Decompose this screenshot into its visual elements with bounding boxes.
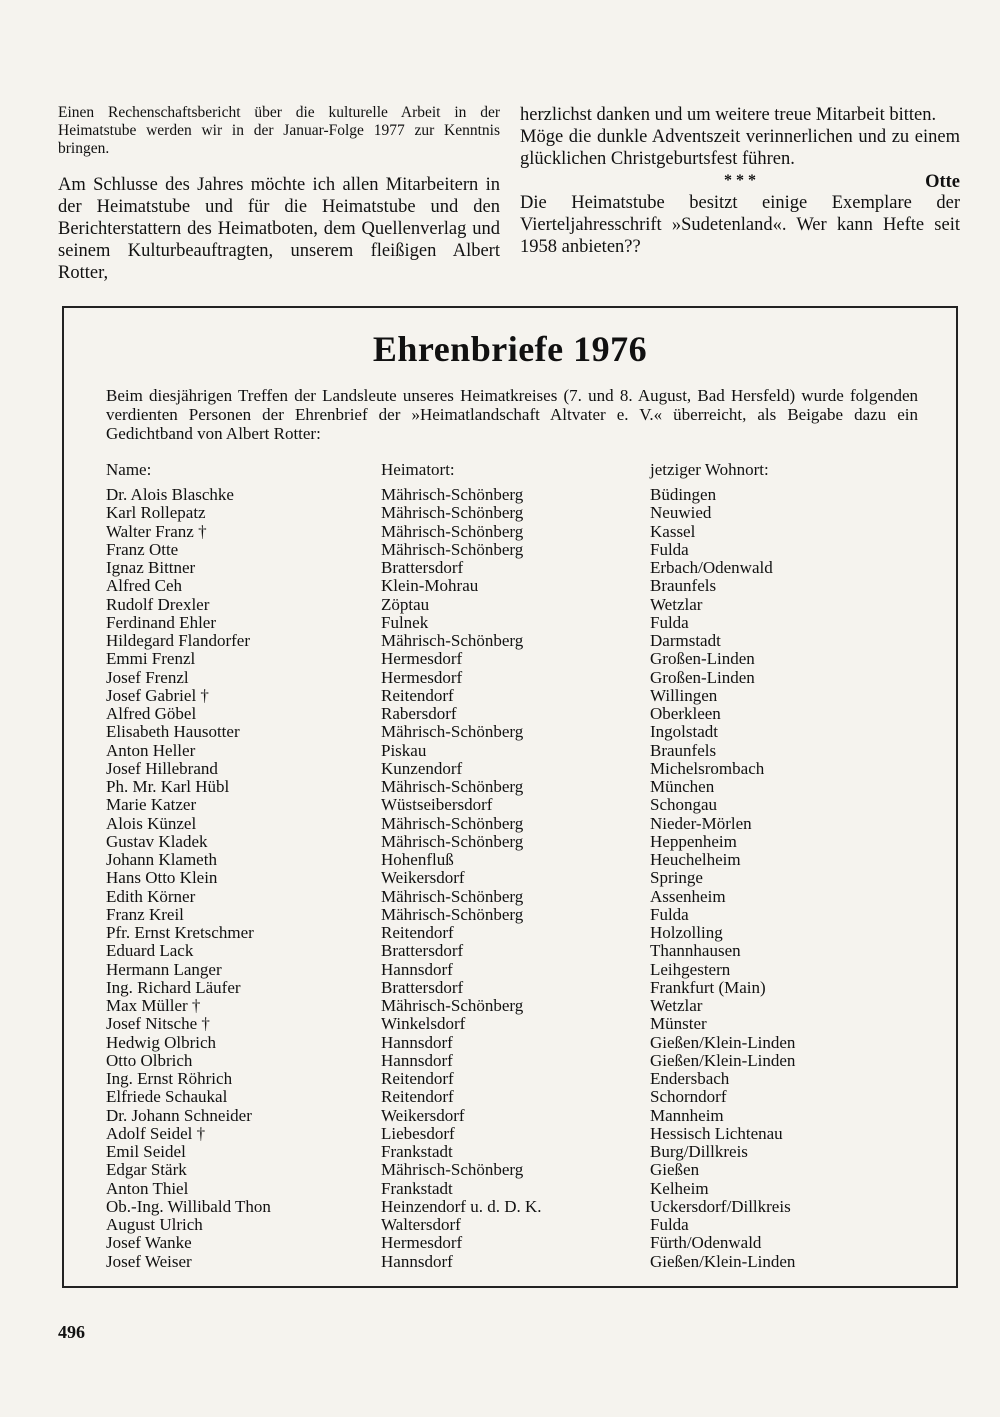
cell-name: Emmi Frenzl	[106, 649, 196, 669]
table-row	[106, 541, 926, 559]
cell-origin: Weikersdorf	[381, 868, 465, 888]
table-row	[106, 997, 926, 1015]
cell-origin: Hannsdorf	[381, 1032, 453, 1052]
honoree-table	[106, 458, 926, 1271]
table-row	[106, 851, 926, 869]
cell-name: Hans Otto Klein	[106, 868, 218, 888]
cell-origin: Waltersdorf	[381, 1215, 461, 1234]
cell-name: Ph. Mr. Karl Hübl	[106, 777, 230, 796]
cell-name: Josef Weiser	[106, 1251, 192, 1271]
cell-residence: Springe	[650, 868, 703, 888]
cell-residence: Burg/Dillkreis	[650, 1142, 748, 1161]
table-body	[106, 486, 926, 1271]
table-row	[106, 504, 926, 522]
cell-name: Hermann Langer	[106, 959, 222, 979]
cell-residence: Assenheim	[650, 886, 726, 906]
cell-name: Alfred Ceh	[106, 576, 183, 596]
cell-origin: Reitendorf	[381, 1087, 454, 1107]
left-column	[58, 104, 500, 284]
cell-origin: Weikersdorf	[381, 1105, 465, 1125]
cell-residence: Gießen/Klein-Linden	[650, 1050, 796, 1070]
cell-origin: Zöptau	[381, 594, 430, 614]
cell-name: Josef Hillebrand	[106, 758, 218, 778]
cell-name: Elisabeth Hausotter	[106, 722, 240, 742]
cell-residence: Michelsrombach	[650, 758, 765, 778]
cell-origin: Piskau	[381, 740, 427, 760]
cell-name: Adolf Seidel †	[106, 1123, 206, 1143]
cell-origin: Brattersdorf	[381, 977, 464, 997]
table-row	[106, 486, 926, 504]
table-row	[106, 1088, 926, 1106]
cell-origin: Mährisch-Schönberg	[381, 777, 524, 796]
cell-origin: Frankstadt	[381, 1178, 453, 1198]
cell-origin: Mährisch-Schönberg	[381, 631, 524, 650]
table-row	[106, 705, 926, 723]
cell-origin: Mährisch-Schönberg	[381, 996, 524, 1015]
cell-residence: Nieder-Mörlen	[650, 813, 752, 833]
cell-residence: Kelheim	[650, 1178, 709, 1198]
cell-name: Ob.-Ing. Willibald Thon	[106, 1196, 271, 1216]
cell-name: Ing. Richard Läufer	[106, 977, 241, 997]
table-row	[106, 1161, 926, 1179]
table-row	[106, 796, 926, 814]
cell-origin: Mährisch-Schönberg	[381, 503, 524, 523]
table-row	[106, 1198, 926, 1216]
cell-residence: Kassel	[650, 521, 696, 541]
cell-residence: Leihgestern	[650, 959, 731, 979]
table-row	[106, 614, 926, 632]
cell-name: Elfriede Schaukal	[106, 1087, 228, 1107]
cell-origin: Mährisch-Schönberg	[381, 521, 524, 541]
cell-residence: Gießen/Klein-Linden	[650, 1251, 796, 1271]
cell-origin: Heinzendorf u. d. D. K.	[381, 1196, 542, 1216]
cell-origin: Mährisch-Schönberg	[381, 485, 524, 504]
cell-residence: Fulda	[650, 612, 689, 632]
table-row	[106, 742, 926, 760]
table-row	[106, 687, 926, 705]
cell-origin: Hannsdorf	[381, 1050, 453, 1070]
table-row	[106, 1034, 926, 1052]
table-row	[106, 1180, 926, 1198]
signature: Otte	[925, 172, 960, 192]
cell-name: Franz Otte	[106, 539, 179, 559]
cell-residence: Frankfurt (Main)	[650, 977, 766, 997]
cell-residence: Büdingen	[650, 485, 717, 504]
cell-origin: Hermesdorf	[381, 1233, 463, 1253]
signature-row	[520, 172, 960, 192]
table-row	[106, 559, 926, 577]
cell-origin: Reitendorf	[381, 1069, 454, 1088]
cell-residence: Neuwied	[650, 503, 712, 523]
cell-name: Josef Wanke	[106, 1233, 192, 1253]
cell-residence: Hessisch Lichtenau	[650, 1123, 783, 1143]
cell-origin: Hannsdorf	[381, 959, 453, 979]
cell-residence: Heuchelheim	[650, 850, 741, 869]
header-origin: Heimatort:	[381, 460, 455, 479]
cell-name: Karl Rollepatz	[106, 503, 206, 523]
cell-residence: Fulda	[650, 539, 689, 559]
cell-name: Rudolf Drexler	[106, 594, 210, 614]
table-row	[106, 1253, 926, 1271]
cell-residence: Großen-Linden	[650, 649, 755, 669]
table-row	[106, 760, 926, 778]
cell-residence: Wetzlar	[650, 594, 703, 614]
cell-residence: Erbach/Odenwald	[650, 558, 773, 577]
cell-origin: Hermesdorf	[381, 667, 463, 687]
header-residence: jetziger Wohnort:	[650, 460, 769, 479]
right-paragraph-1: herzlichst danken und um weitere treue Mitarbeit bitten.	[520, 105, 937, 125]
left-paragraph-2: Am Schlusse des Jahres möchte ich allen Mitarbeitern in der Heimatstube und für die Heimatstube und den Berichterstattern des Heimatboten, dem Quellenverlag und seinem Kulturbeauftragten, unserem fleißigen Albert Rotter,	[58, 175, 500, 283]
cell-name: Dr. Johann Schneider	[106, 1105, 252, 1125]
cell-origin: Mährisch-Schönberg	[381, 813, 524, 833]
right-paragraph-3: Die Heimatstube besitzt einige Exemplare der Vierteljahresschrift »Sudetenland«. Wer kann Hefte seit 1958 anbieten??	[520, 193, 960, 257]
cell-name: Alfred Göbel	[106, 704, 197, 723]
cell-origin: Wüstseibersdorf	[381, 795, 493, 815]
cell-origin: Mährisch-Schönberg	[381, 539, 524, 559]
cell-name: Ferdinand Ehler	[106, 612, 216, 632]
cell-name: Eduard Lack	[106, 941, 194, 961]
table-row	[106, 577, 926, 595]
table-row	[106, 979, 926, 997]
table-row	[106, 1125, 926, 1143]
table-row	[106, 1107, 926, 1125]
cell-origin: Reitendorf	[381, 685, 454, 705]
table-row	[106, 1070, 926, 1088]
cell-residence: Wetzlar	[650, 996, 703, 1015]
cell-residence: Fürth/Odenwald	[650, 1233, 762, 1253]
table-row	[106, 815, 926, 833]
cell-name: Josef Frenzl	[106, 667, 189, 687]
cell-origin: Fulnek	[381, 612, 429, 632]
table-row	[106, 669, 926, 687]
cell-origin: Rabersdorf	[381, 704, 457, 723]
cell-origin: Mährisch-Schönberg	[381, 831, 524, 851]
cell-name: Dr. Alois Blaschke	[106, 485, 234, 504]
cell-name: Emil Seidel	[106, 1142, 186, 1161]
cell-name: Marie Katzer	[106, 795, 197, 815]
cell-residence: Schongau	[650, 795, 718, 815]
cell-name: Hedwig Olbrich	[106, 1032, 217, 1052]
cell-residence: Endersbach	[650, 1069, 730, 1088]
cell-residence: Darmstadt	[650, 631, 721, 650]
cell-origin: Mährisch-Schönberg	[381, 904, 524, 924]
cell-origin: Klein-Mohrau	[381, 576, 479, 596]
table-header	[106, 458, 926, 482]
table-row	[106, 888, 926, 906]
cell-residence: Fulda	[650, 1215, 689, 1234]
page-number: 496	[58, 1322, 85, 1342]
cell-origin: Mährisch-Schönberg	[381, 1160, 524, 1180]
cell-origin: Winkelsdorf	[381, 1014, 466, 1034]
table-row	[106, 942, 926, 960]
cell-name: Walter Franz †	[106, 521, 207, 541]
right-paragraph-2: Möge die dunkle Adventszeit verinnerlichen und zu einem glücklichen Christgeburtsfest führen.	[520, 127, 960, 169]
ehrenbriefe-box	[62, 306, 958, 1288]
cell-name: Gustav Kladek	[106, 831, 208, 851]
cell-origin: Frankstadt	[381, 1142, 453, 1161]
table-row	[106, 961, 926, 979]
table-row	[106, 869, 926, 887]
cell-residence: Willingen	[650, 685, 718, 705]
cell-residence: Schorndorf	[650, 1087, 727, 1107]
cell-residence: Uckersdorf/Dillkreis	[650, 1196, 791, 1216]
cell-origin: Liebesdorf	[381, 1123, 455, 1143]
cell-residence: Braunfels	[650, 740, 717, 760]
left-paragraph-1: Einen Rechenschaftsbericht über die kulturelle Arbeit in der Heimatstube werden wir in der Januar-Folge 1977 zur Kenntnis bringen.	[58, 104, 500, 157]
cell-residence: Münster	[650, 1014, 707, 1034]
cell-name: Otto Olbrich	[106, 1050, 193, 1070]
cell-name: Anton Thiel	[106, 1178, 189, 1198]
cell-residence: Ingolstadt	[650, 722, 718, 742]
cell-residence: Thannhausen	[650, 941, 741, 961]
cell-name: Ignaz Bittner	[106, 558, 196, 577]
cell-name: Anton Heller	[106, 740, 196, 760]
cell-name: August Ulrich	[106, 1215, 203, 1234]
table-row	[106, 778, 926, 796]
cell-residence: Großen-Linden	[650, 667, 755, 687]
cell-origin: Hermesdorf	[381, 649, 463, 669]
cell-origin: Mährisch-Schönberg	[381, 886, 524, 906]
cell-residence: Mannheim	[650, 1105, 724, 1125]
cell-origin: Hohenfluß	[381, 850, 454, 869]
cell-name: Edith Körner	[106, 886, 196, 906]
cell-origin: Reitendorf	[381, 923, 454, 942]
cell-name: Edgar Stärk	[106, 1160, 187, 1180]
separator-stars: * * *	[724, 172, 756, 189]
table-row	[106, 1234, 926, 1252]
cell-residence: Holzolling	[650, 923, 723, 942]
header-name: Name:	[106, 460, 152, 479]
table-row	[106, 523, 926, 541]
cell-name: Hildegard Flandorfer	[106, 631, 250, 650]
cell-name: Franz Kreil	[106, 904, 184, 924]
cell-name: Josef Gabriel †	[106, 685, 209, 705]
table-row	[106, 1015, 926, 1033]
right-column	[520, 104, 960, 258]
cell-residence: München	[650, 777, 715, 796]
cell-residence: Gießen/Klein-Linden	[650, 1032, 796, 1052]
table-row	[106, 596, 926, 614]
table-row	[106, 1143, 926, 1161]
cell-name: Alois Künzel	[106, 813, 197, 833]
box-intro: Beim diesjährigen Treffen der Landsleute unseres Heimatkreises (7. und 8. August, Bad Hersfeld) wurde folgenden verdienten Personen der Ehrenbrief der »Heimatlandschaft Altvater e. V.« überreicht, als Beigabe dazu ein Gedichtband von Albert Rotter:	[106, 386, 918, 443]
table-row	[106, 723, 926, 741]
cell-origin: Kunzendorf	[381, 758, 463, 778]
cell-origin: Brattersdorf	[381, 941, 464, 961]
cell-residence: Fulda	[650, 904, 689, 924]
cell-residence: Heppenheim	[650, 831, 737, 851]
table-row	[106, 650, 926, 668]
table-row	[106, 632, 926, 650]
box-title: Ehrenbriefe 1976	[372, 329, 648, 369]
cell-name: Ing. Ernst Röhrich	[106, 1069, 233, 1088]
cell-name: Johann Klameth	[106, 850, 217, 869]
cell-origin: Mährisch-Schönberg	[381, 722, 524, 742]
cell-origin: Hannsdorf	[381, 1251, 453, 1271]
cell-residence: Gießen	[650, 1160, 700, 1180]
table-row	[106, 1052, 926, 1070]
cell-origin: Brattersdorf	[381, 558, 464, 577]
cell-name: Josef Nitsche †	[106, 1014, 210, 1034]
cell-name: Max Müller †	[106, 996, 201, 1015]
table-row	[106, 924, 926, 942]
table-row	[106, 906, 926, 924]
cell-name: Pfr. Ernst Kretschmer	[106, 923, 254, 942]
table-row	[106, 1216, 926, 1234]
table-row	[106, 833, 926, 851]
cell-residence: Braunfels	[650, 576, 717, 596]
cell-residence: Oberkleen	[650, 704, 721, 723]
